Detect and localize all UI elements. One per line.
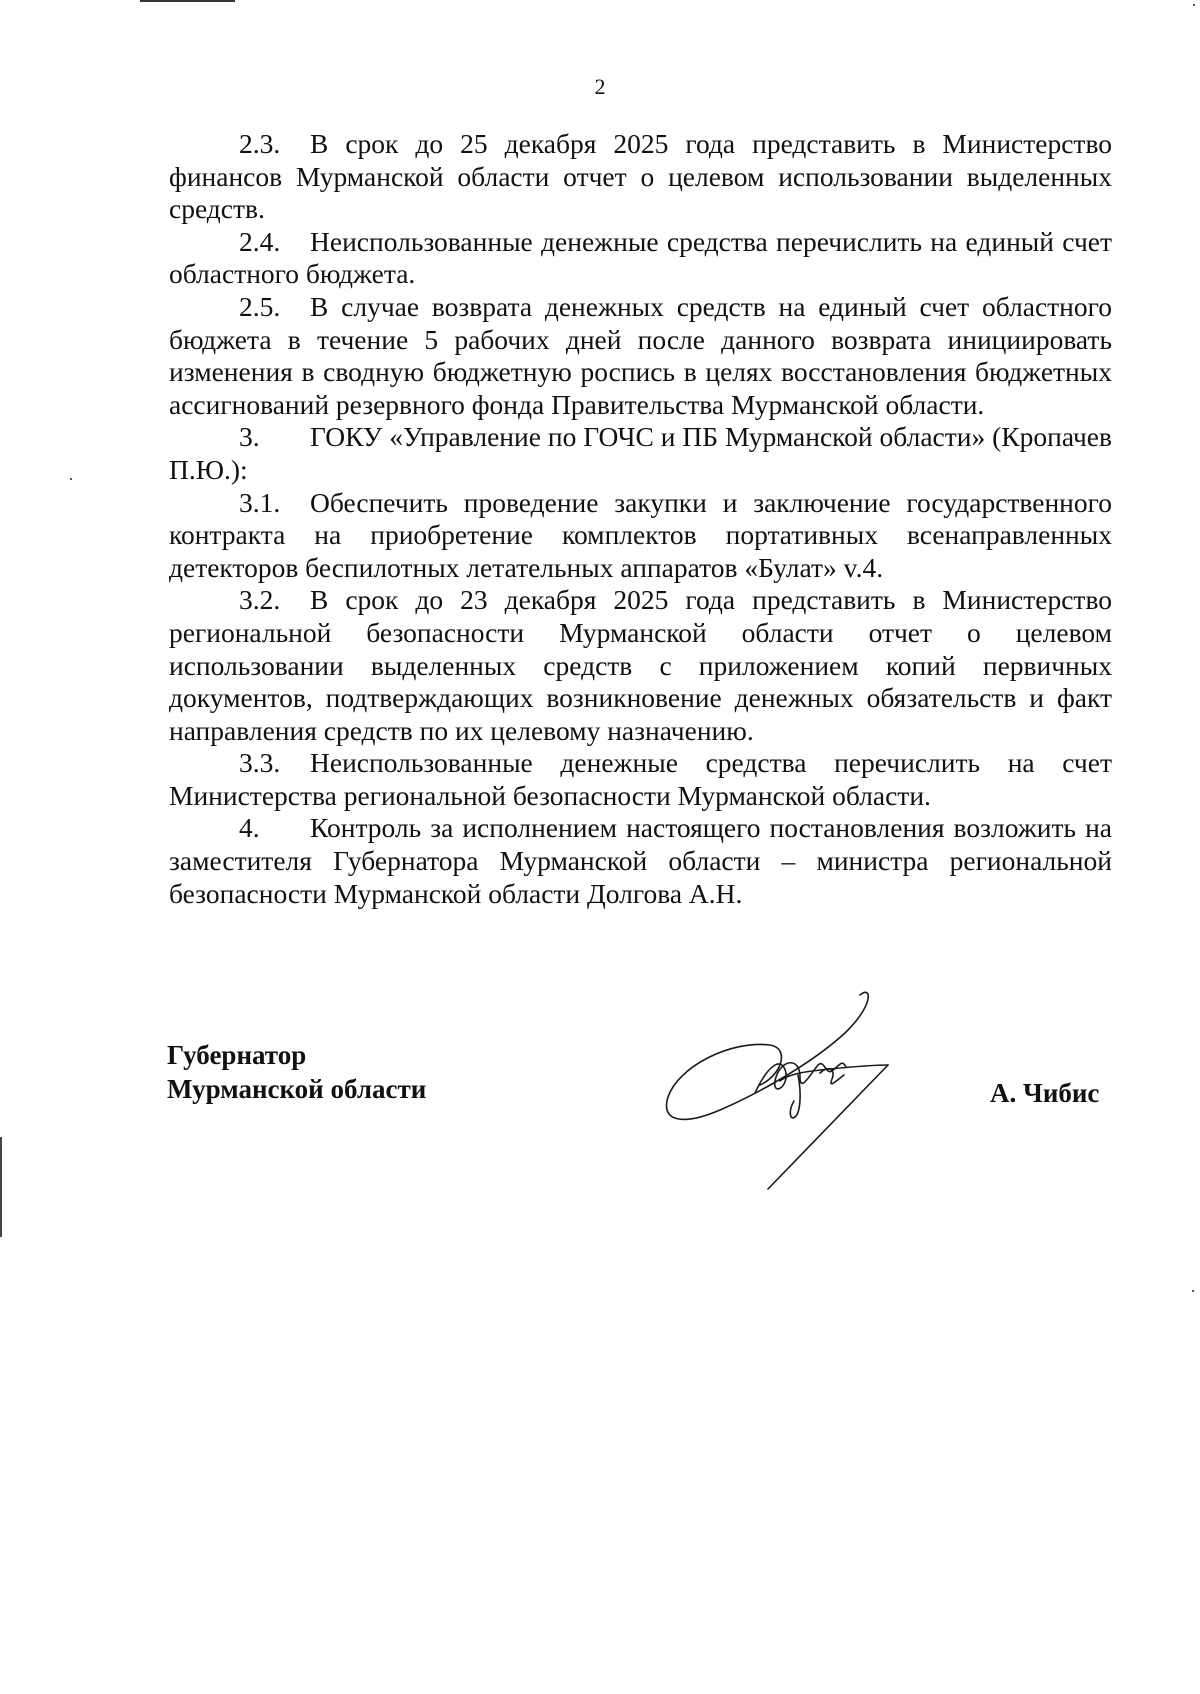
signatory-title: Губернатор [167,1040,307,1070]
paragraph [169,421,1112,486]
signatory-position [167,1038,426,1106]
paragraph [169,226,1112,291]
paragraph-text: Неиспользованные денежные средства перечислить на счет Министерства региональной безопасности Мурманской области. [169,747,1112,811]
paragraph-text: В срок до 23 декабря 2025 года представить в Министерство региональной безопасности Мурманской области отчет о целевом использовании выделенных средств с приложением копий первичных документов, подтверждающих возникновение денежных обязательств и факт направления средств по их целевому назначению. [169,584,1112,746]
paragraph [169,291,1112,421]
scan-artifact-dot [1193,4,1195,6]
paragraph-number: 2.5. [239,290,281,322]
paragraph [169,128,1112,226]
paragraph-text: ГОКУ «Управление по ГОЧС и ПБ Мурманской области» (Кропачев П.Ю.): [169,421,1112,485]
paragraph-number: 2.4. [239,225,281,257]
paragraph-text: Обеспечить проведение закупки и заключение государственного контракта на приобретение комплектов портативных всенаправленных детекторов беспилотных летательных аппаратов «Булат» v.4. [169,486,1112,583]
paragraph [169,747,1112,812]
signatory-name: А. Чибис [990,1078,1100,1108]
paragraph-number: 3.2. [239,584,281,616]
paragraph-text: Контроль за исполнением настоящего постановления возложить на заместителя Губернатора Мурманской области – министра региональной безопасности Мурманской области Долгова А.Н. [169,812,1112,909]
paragraph [169,487,1112,585]
scan-artifact-dot [1192,1290,1194,1292]
scan-artifact-dot [70,478,72,480]
handwritten-signature [660,985,900,1195]
page-number: 2 [594,74,606,99]
paragraph-text: В случае возврата денежных средств на единый счет областного бюджета в течение 5 рабочих дней после данного возврата инициировать изменения в сводную бюджетную роспись в целях восстановления бюджетных ассигнований резервного фонда Правительства Мурманской области. [169,290,1112,420]
paragraph-number: 3. [239,421,260,453]
scan-artifact-line [140,0,235,2]
paragraph [169,812,1112,910]
paragraph-number: 2.3. [239,128,281,159]
document-body [169,128,1112,910]
paragraph-text: В срок до 25 декабря 2025 года представить в Министерство финансов Мурманской области отчет о целевом использовании выделенных средств. [169,128,1112,225]
scan-artifact-line [0,1137,2,1237]
paragraph-number: 3.3. [239,747,281,779]
paragraph-number: 3.1. [239,486,281,518]
paragraph-text: Неиспользованные денежные средства перечислить на единый счет областного бюджета. [169,225,1112,290]
paragraph-number: 4. [239,812,260,844]
signatory-region: Мурманской области [167,1074,427,1104]
paragraph [169,584,1112,747]
